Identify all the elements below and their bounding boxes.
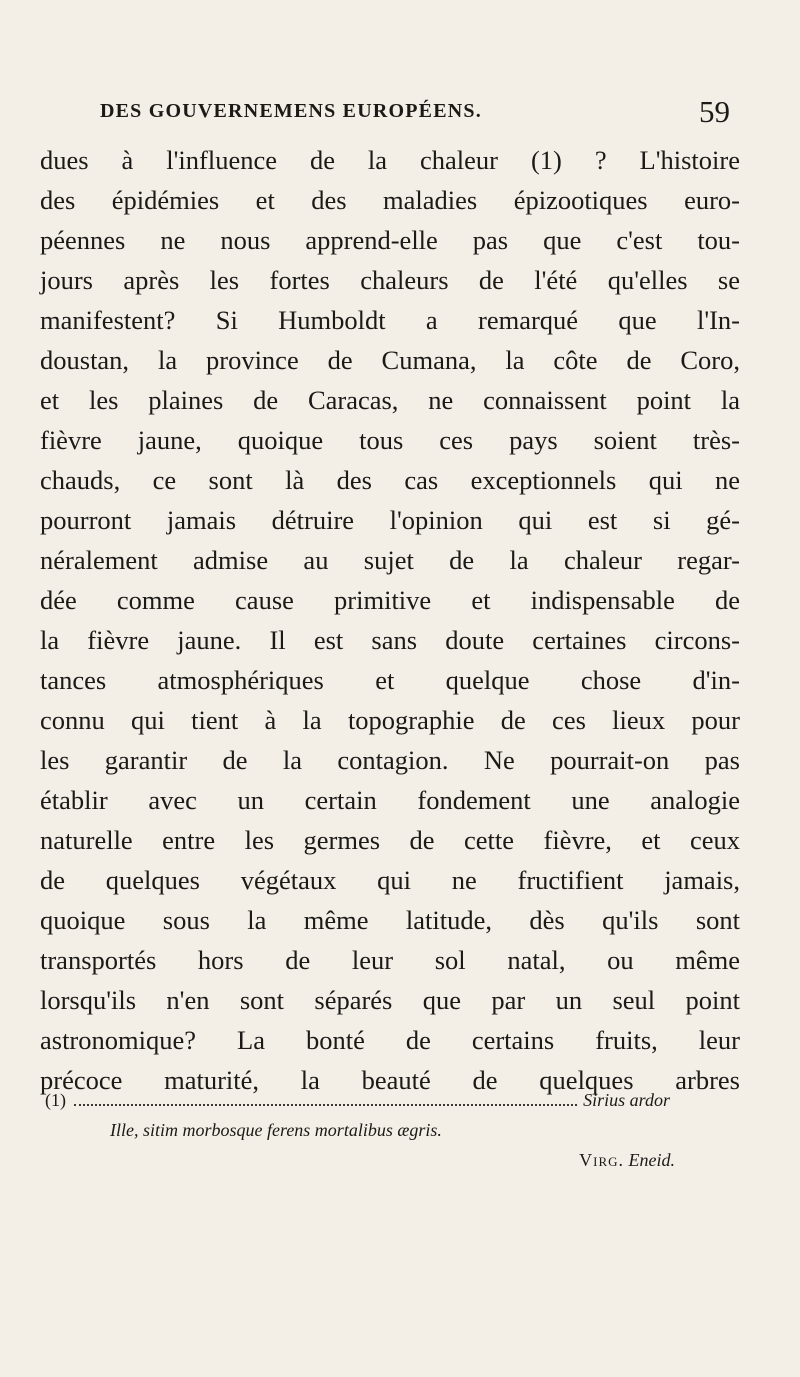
text-line: fièvre jaune, quoique tous ces pays soient très- bbox=[40, 425, 740, 455]
text-line: manifestent? Si Humboldt a remarqué que l'In- bbox=[40, 305, 740, 335]
text-line: péennes ne nous apprend-elle pas que c'est tou- bbox=[40, 225, 740, 255]
text-line: jours après les fortes chaleurs de l'été qu'elles se bbox=[40, 265, 740, 295]
text-line: précoce maturité, la beauté de quelques arbres bbox=[40, 1065, 740, 1095]
footnote-work: Eneid. bbox=[628, 1150, 675, 1170]
text-line: chauds, ce sont là des cas exceptionnels qui ne bbox=[40, 465, 740, 495]
body-text bbox=[40, 140, 740, 1100]
footnote bbox=[40, 1085, 730, 1175]
page-number: 59 bbox=[699, 94, 730, 129]
text-line: transportés hors de leur sol natal, ou même bbox=[40, 945, 740, 975]
text-line: la fièvre jaune. Il est sans doute certaines circons- bbox=[40, 625, 740, 655]
text-line: néralement admise au sujet de la chaleur regar- bbox=[40, 545, 740, 575]
text-line: tances atmosphériques et quelque chose d'in- bbox=[40, 665, 740, 695]
text-line: pourront jamais détruire l'opinion qui est si gé- bbox=[40, 505, 740, 535]
footnote-quote-line-2: Ille, sitim morbosque ferens mortalibus ægris. bbox=[110, 1120, 442, 1140]
text-line: les garantir de la contagion. Ne pourrait-on pas bbox=[40, 745, 740, 775]
text-line: naturelle entre les germes de cette fièvre, et ceux bbox=[40, 825, 740, 855]
footnote-marker: (1) bbox=[45, 1090, 66, 1110]
footnote-first-line bbox=[40, 1085, 730, 1115]
text-line: et les plaines de Caracas, ne connaissent point la bbox=[40, 385, 740, 415]
page-header bbox=[100, 94, 730, 130]
text-line: lorsqu'ils n'en sont séparés que par un seul point bbox=[40, 985, 740, 1015]
dot-leader bbox=[74, 1104, 577, 1106]
text-line: dée comme cause primitive et indispensable de bbox=[40, 585, 740, 615]
footnote-author: Virg. bbox=[579, 1150, 624, 1170]
text-line: astronomique? La bonté de certains fruits, leur bbox=[40, 1025, 740, 1055]
text-line: quoique sous la même latitude, dès qu'ils sont bbox=[40, 905, 740, 935]
text-line: des épidémies et des maladies épizootiques euro- bbox=[40, 185, 740, 215]
text-line: doustan, la province de Cumana, la côte de Coro, bbox=[40, 345, 740, 375]
footnote-quote-line-1: Sirius ardor bbox=[583, 1090, 670, 1110]
text-line: connu qui tient à la topographie de ces lieux pour bbox=[40, 705, 740, 735]
running-head: DES GOUVERNEMENS EUROPÉENS. bbox=[100, 100, 482, 122]
footnote-attribution bbox=[40, 1145, 730, 1175]
text-line: dues à l'influence de la chaleur (1) ? L'histoire bbox=[40, 145, 740, 175]
text-line: de quelques végétaux qui ne fructifient jamais, bbox=[40, 865, 740, 895]
text-line: établir avec un certain fondement une analogie bbox=[40, 785, 740, 815]
